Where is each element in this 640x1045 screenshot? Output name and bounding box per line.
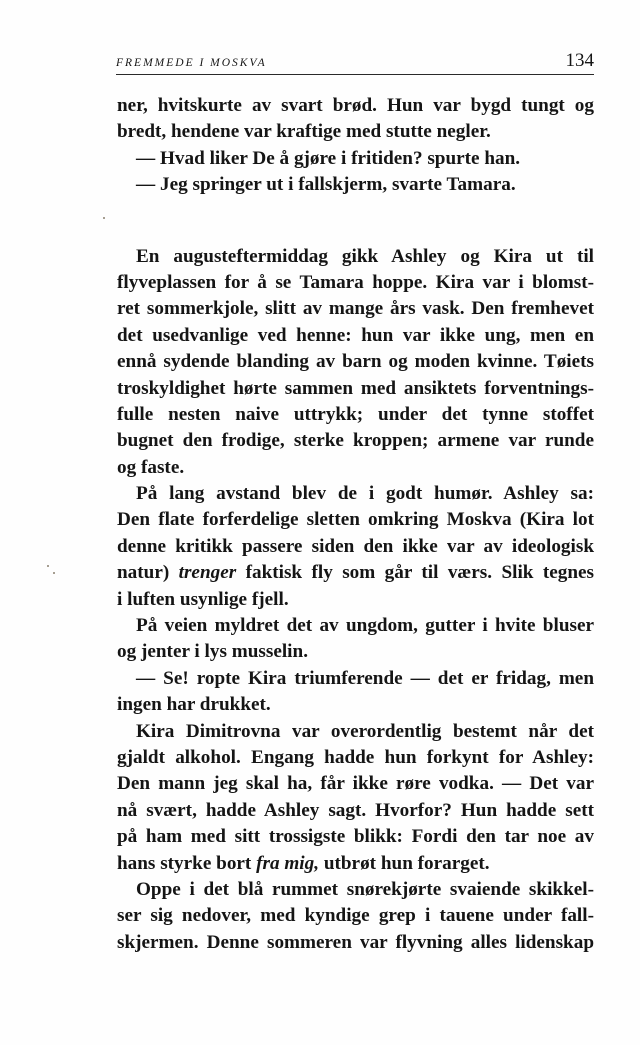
dialogue-line: — Hvad liker De å gjøre i fritiden? spurte han.	[136, 147, 521, 169]
text-line	[117, 851, 594, 877]
text-line: bugnet den frodige, sterke kroppen; armene var runde	[117, 430, 594, 452]
text-line: En augusteftermiddag gikk Ashley og Kira ut til	[136, 245, 594, 267]
text-line: på ham med sitt trossigste blikk: Fordi den tar noe av	[117, 826, 594, 848]
text-line: På lang avstand blev de i godt humør. Ashley sa:	[136, 483, 594, 505]
text-line: ret sommerkjole, slitt av mange års vask. Den fremhevet	[117, 298, 594, 320]
text-line: og faste.	[117, 456, 185, 478]
text-line: bredt, hendene var kraftige med stutte negler.	[117, 121, 491, 143]
text-line: ingen har drukket.	[117, 694, 271, 716]
emphasis-text: trenger	[178, 562, 237, 584]
page-number: 134	[565, 50, 594, 71]
running-head	[116, 50, 594, 74]
text-line: Oppe i det blå rummet snørekjørte svaiende skikkel-	[136, 878, 594, 900]
emphasis-text: fra mig,	[256, 852, 320, 874]
text-line: i luften usynlige fjell.	[117, 588, 289, 610]
text-line: det usedvanlige ved henne: hun var ikke ung, men en	[117, 324, 594, 346]
text-line: denne kritikk passere siden den ikke var av ideologisk	[117, 535, 594, 557]
text-line: ner, hvitskurte av svart brød. Hun var bygd tungt og	[117, 95, 594, 116]
text-line: skjermen. Denne sommeren var flyvning alles lidenskap	[117, 931, 594, 953]
text-line: ennå sydende blanding av barn og moden kvinne. Tøiets	[117, 351, 594, 373]
text-segment: natur)	[117, 562, 179, 584]
dialogue-line: — Jeg springer ut i fallskjerm, svarte Tamara.	[136, 174, 516, 196]
text-segment: faktisk fly som går til værs. Slik tegnes	[236, 562, 594, 584]
header-rule	[116, 74, 594, 75]
text-line: flyveplassen for å se Tamara hoppe. Kira var i blomst-	[117, 271, 594, 293]
paper-speck	[53, 572, 55, 574]
text-line: gjaldt alkohol. Engang hadde hun forkynt for Ashley:	[117, 746, 594, 768]
text-line: Den flate forferdelige sletten omkring Moskva (Kira lot	[117, 509, 594, 531]
running-title: FREMMEDE I MOSKVA	[116, 57, 267, 69]
text-line: og jenter i lys musselin.	[117, 641, 308, 663]
text-line: troskyldighet hørte sammen med ansiktets forventnings-	[117, 377, 594, 399]
text-line: fulle nesten naive uttrykk; under det tynne stoffet	[117, 403, 594, 425]
text-line: Den mann jeg skal ha, får ikke røre vodka. — Det var	[117, 773, 594, 795]
text-line: nå svært, hadde Ashley sagt. Hvorfor? Hun hadde sett	[117, 799, 594, 821]
body-text	[117, 93, 594, 956]
paper-speck	[47, 565, 49, 567]
section-break	[117, 199, 594, 244]
dialogue-line: — Se! ropte Kira triumferende — det er fridag, men	[136, 667, 594, 689]
text-line	[117, 560, 594, 586]
text-line: På veien myldret det av ungdom, gutter i hvite bluser	[136, 615, 594, 637]
text-line: ser sig nedover, med kyndige grep i tauene under fall-	[117, 905, 594, 927]
text-segment: utbrøt hun forarget.	[319, 852, 490, 874]
paper-speck	[103, 217, 105, 219]
text-segment: hans styrke bort	[117, 852, 257, 874]
text-line: Kira Dimitrovna var overordentlig bestemt når det	[136, 720, 594, 742]
